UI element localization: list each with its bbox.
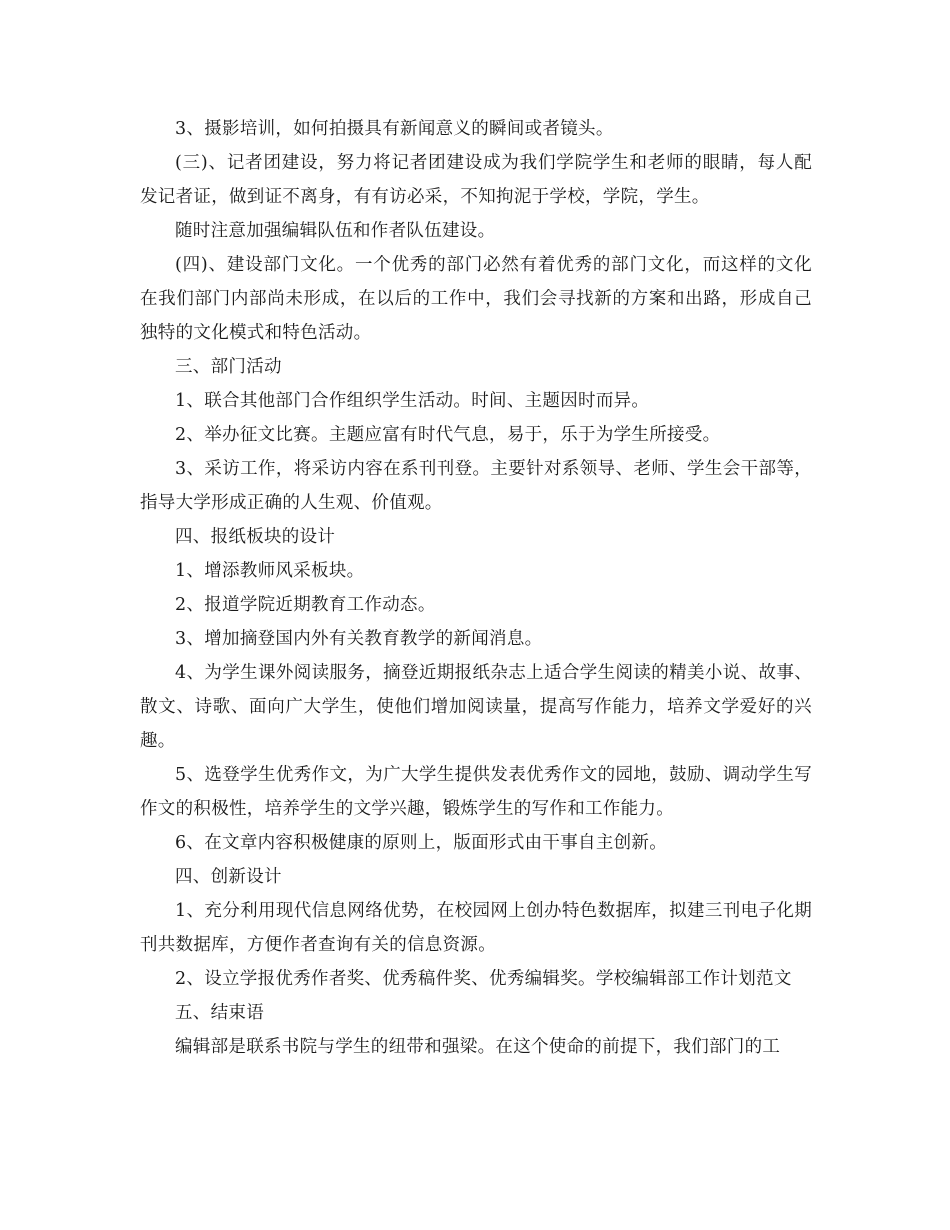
section-heading: 三、部门活动: [175, 357, 282, 377]
paragraph: 1、充分利用现代信息网络优势，在校园网上创办特色数据库，拟建三刊电子化期刊共数据库，方便作者查询有关的信息资源。: [140, 901, 812, 955]
paragraph: 2、报道学院近期教育工作动态。: [175, 595, 436, 615]
paragraph: 3、采访工作，将采访内容在系刊刊登。主要针对系领导、老师、学生会干部等，指导大学形成正确的人生观、价值观。: [140, 459, 812, 513]
paragraph: 3、增加摘登国内外有关教育教学的新闻消息。: [175, 629, 543, 649]
paragraph: 1、联合其他部门合作组织学生活动。时间、主题因时而异。: [175, 391, 650, 411]
section-heading: 四、报纸板块的设计: [175, 527, 336, 547]
document-body: [140, 112, 812, 1064]
paragraph: 随时注意加强编辑队伍和作者队伍建设。: [175, 221, 496, 241]
section-heading: 四、创新设计: [175, 867, 282, 887]
paragraph: 5、选登学生优秀作文，为广大学生提供发表优秀作文的园地，鼓励、调动学生写作文的积极性，培养学生的文学兴趣，锻炼学生的写作和工作能力。: [140, 765, 812, 819]
paragraph: 1、增添教师风采板块。: [175, 561, 365, 581]
paragraph: (四)、建设部门文化。一个优秀的部门必然有着优秀的部门文化，而这样的文化在我们部门内部尚未形成，在以后的工作中，我们会寻找新的方案和出路，形成自己独特的文化模式和特色活动。: [140, 255, 812, 343]
paragraph: 4、为学生课外阅读服务，摘登近期报纸杂志上适合学生阅读的精美小说、故事、散文、诗歌、面向广大学生，使他们增加阅读量，提高写作能力，培养文学爱好的兴趣。: [140, 663, 812, 751]
paragraph: 3、摄影培训，如何拍摄具有新闻意义的瞬间或者镜头。: [175, 119, 614, 139]
paragraph: 2、设立学报优秀作者奖、优秀稿件奖、优秀编辑奖。学校编辑部工作计划范文: [175, 969, 792, 989]
section-heading: 五、结束语: [175, 1003, 264, 1023]
paragraph: 6、在文章内容积极健康的原则上，版面形式由干事自主创新。: [175, 833, 668, 853]
paragraph: 编辑部是联系书院与学生的纽带和强梁。在这个使命的前提下，我们部门的工: [175, 1037, 781, 1057]
paragraph: 2、举办征文比赛。主题应富有时代气息，易于，乐于为学生所接受。: [175, 425, 721, 445]
paragraph: (三)、记者团建设，努力将记者团建设成为我们学院学生和老师的眼睛，每人配发记者证，做到证不离身，有有访必采，不知拘泥于学校，学院，学生。: [140, 153, 812, 207]
